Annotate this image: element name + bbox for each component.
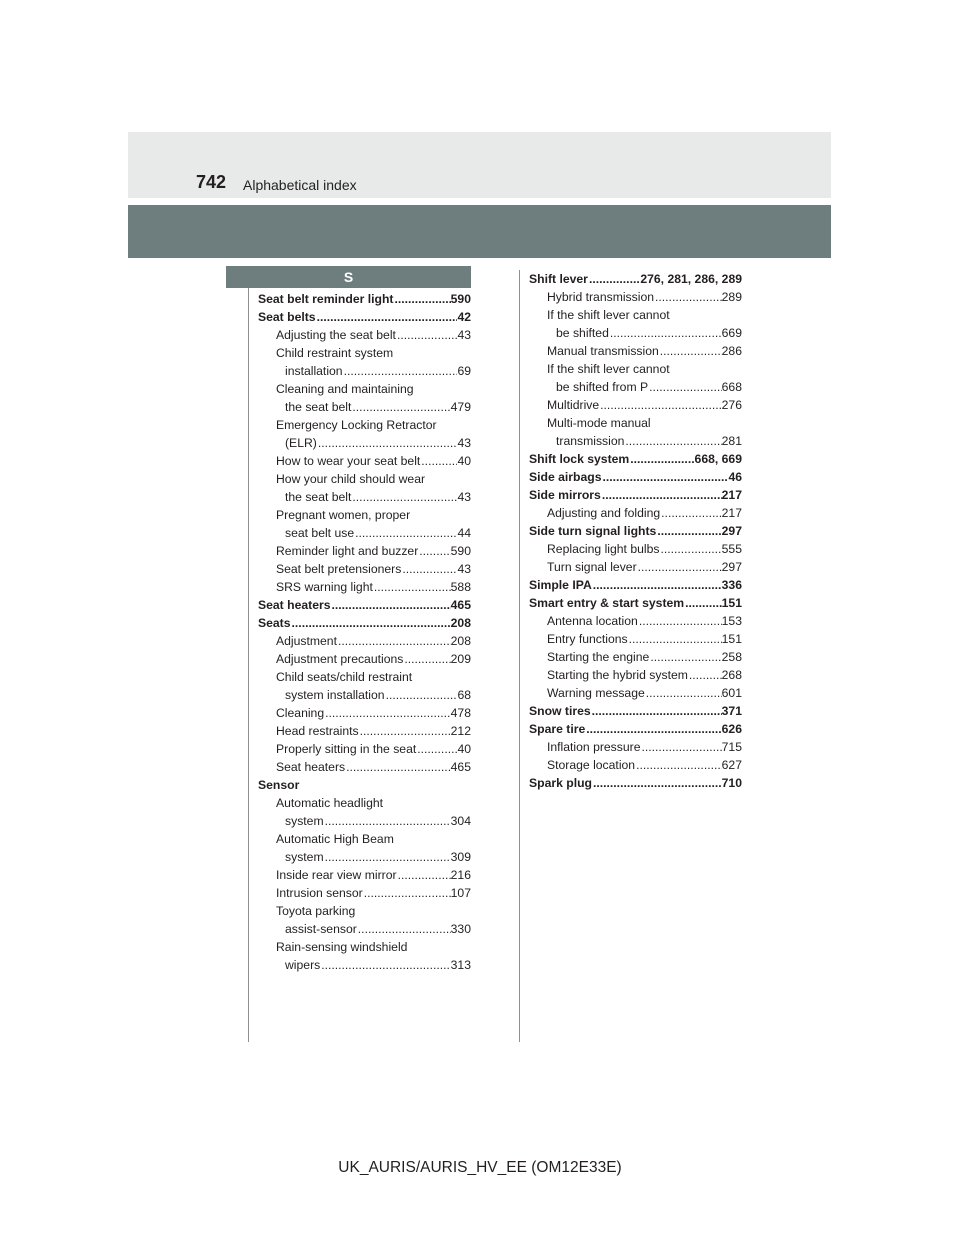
index-entry	[258, 866, 471, 884]
index-entry	[258, 344, 471, 362]
index-entry	[258, 524, 471, 542]
page-reference: 153	[721, 614, 742, 628]
index-entry	[258, 758, 471, 776]
dot-leader	[588, 270, 640, 288]
index-entry	[529, 450, 742, 468]
index-entry	[529, 774, 742, 792]
index-term: Automatic headlight	[276, 796, 384, 810]
index-term: Inflation pressure	[547, 740, 641, 754]
page-reference: 276	[721, 398, 742, 412]
page-reference: 43	[457, 436, 471, 450]
page-reference: 289	[721, 290, 742, 304]
index-term: (ELR)	[285, 436, 317, 450]
index-entry	[258, 560, 471, 578]
index-entry	[258, 794, 471, 812]
page-reference: 336	[721, 578, 742, 592]
dot-leader	[592, 576, 722, 594]
page-reference: 281	[721, 434, 742, 448]
page-reference: 590	[450, 292, 471, 306]
dot-leader	[659, 342, 722, 360]
page-reference: 309	[450, 850, 471, 864]
index-term: Seat belt pretensioners	[276, 562, 402, 576]
index-term: Seat heaters	[276, 760, 346, 774]
page-reference: 715	[721, 740, 742, 754]
page-reference: 465	[450, 760, 471, 774]
index-term: Snow tires	[529, 704, 591, 718]
page-reference: 209	[450, 652, 471, 666]
dot-leader	[416, 740, 457, 758]
index-letter-tab: S	[226, 266, 471, 288]
page-reference: 479	[450, 400, 471, 414]
index-term: Cleaning	[276, 706, 325, 720]
page-reference: 626	[721, 722, 742, 736]
index-entry	[258, 812, 471, 830]
dot-leader	[324, 812, 451, 830]
index-term: Storage location	[547, 758, 636, 772]
dot-leader	[609, 324, 722, 342]
index-term: installation	[285, 364, 343, 378]
dot-leader	[635, 756, 722, 774]
index-entry	[258, 452, 471, 470]
index-entry	[258, 578, 471, 596]
dot-leader	[403, 650, 450, 668]
index-term: Cleaning and maintaining	[276, 382, 414, 396]
index-entry	[529, 504, 742, 522]
dot-leader	[359, 722, 451, 740]
page-reference: 371	[721, 704, 742, 718]
index-entry	[258, 938, 471, 956]
index-term: Multidrive	[547, 398, 600, 412]
dot-leader	[660, 504, 721, 522]
index-entry	[258, 704, 471, 722]
page-reference: 276, 281, 286, 289	[640, 272, 742, 286]
index-entry	[529, 396, 742, 414]
page-reference: 208	[450, 616, 471, 630]
dot-leader	[601, 468, 728, 486]
index-entry	[258, 362, 471, 380]
index-entry	[258, 740, 471, 758]
header-dark-band	[128, 205, 831, 258]
index-term: Side airbags	[529, 470, 602, 484]
dot-leader	[648, 378, 722, 396]
index-entry	[529, 270, 742, 288]
index-term: Turn signal lever	[547, 560, 637, 574]
index-entry	[529, 594, 742, 612]
page-reference: 669	[721, 326, 742, 340]
dot-leader	[393, 290, 450, 308]
index-entry	[529, 522, 742, 540]
index-entry	[258, 470, 471, 488]
index-term: Manual transmission	[547, 344, 659, 358]
page-reference: 217	[721, 488, 742, 502]
dot-leader	[331, 596, 451, 614]
index-term: assist-sensor	[285, 922, 357, 936]
index-term: If the shift lever cannot	[547, 308, 670, 322]
page-reference: 601	[721, 686, 742, 700]
page-reference: 43	[457, 328, 471, 342]
index-term: Spare tire	[529, 722, 586, 736]
index-term: If the shift lever cannot	[547, 362, 670, 376]
dot-leader	[351, 488, 457, 506]
page-reference: 555	[721, 542, 742, 556]
page-reference: 588	[450, 580, 471, 594]
index-term: wipers	[285, 958, 321, 972]
dot-leader	[397, 866, 451, 884]
index-term: Side mirrors	[529, 488, 601, 502]
index-entry	[258, 614, 471, 632]
index-entry	[258, 308, 471, 326]
page-reference: 627	[721, 758, 742, 772]
index-entry	[258, 596, 471, 614]
dot-leader	[638, 612, 722, 630]
index-entry	[529, 360, 742, 378]
index-term: Intrusion sensor	[276, 886, 363, 900]
dot-leader	[624, 432, 721, 450]
dot-leader	[324, 848, 451, 866]
page-reference: 151	[721, 632, 742, 646]
dot-leader	[373, 578, 451, 596]
index-term: Properly sitting in the seat	[276, 742, 417, 756]
dot-leader	[688, 666, 722, 684]
index-term: Toyota parking	[276, 904, 356, 918]
index-term: Seat belts	[258, 310, 316, 324]
index-term: Replacing light bulbs	[547, 542, 660, 556]
index-term: Shift lock system	[529, 452, 630, 466]
index-entry	[258, 830, 471, 848]
index-entry	[258, 848, 471, 866]
dot-leader	[654, 288, 722, 306]
dot-leader	[385, 686, 458, 704]
page-reference: 42	[457, 310, 471, 324]
index-entry	[529, 540, 742, 558]
page-reference: 313	[450, 958, 471, 972]
index-term: the seat belt	[285, 490, 352, 504]
dot-leader	[591, 702, 722, 720]
index-term: Seat heaters	[258, 598, 331, 612]
index-column-left	[258, 290, 471, 974]
page-reference: 668	[721, 380, 742, 394]
index-term: seat belt use	[285, 526, 355, 540]
index-term: Head restraints	[276, 724, 359, 738]
index-term: Hybrid transmission	[547, 290, 655, 304]
dot-leader	[401, 560, 457, 578]
dot-leader	[345, 758, 451, 776]
index-term: system	[285, 814, 324, 828]
dot-leader	[420, 452, 457, 470]
page-reference: 44	[457, 526, 471, 540]
index-term: be shifted	[556, 326, 609, 340]
index-entry	[529, 306, 742, 324]
index-term: Multi-mode manual	[547, 416, 651, 430]
dot-leader	[599, 396, 722, 414]
index-term: Adjusting and folding	[547, 506, 661, 520]
dot-leader	[291, 614, 451, 632]
index-term: transmission	[556, 434, 625, 448]
index-entry	[529, 756, 742, 774]
index-term: Warning message	[547, 686, 645, 700]
index-entry	[258, 956, 471, 974]
page-reference: 46	[728, 470, 742, 484]
index-entry	[529, 702, 742, 720]
index-term: Spark plug	[529, 776, 592, 790]
index-column-right	[529, 270, 742, 792]
dot-leader	[354, 524, 457, 542]
page-reference: 40	[457, 454, 471, 468]
dot-leader	[585, 720, 721, 738]
document-code: UK_AURIS/AURIS_HV_EE (OM12E33E)	[338, 1159, 622, 1176]
index-entry	[258, 920, 471, 938]
index-entry	[529, 468, 742, 486]
page-reference: 297	[721, 524, 742, 538]
page-reference: 68	[457, 688, 471, 702]
index-term: Simple IPA	[529, 578, 592, 592]
index-entry	[258, 776, 471, 794]
page-reference: 208	[450, 634, 471, 648]
dot-leader	[628, 630, 722, 648]
index-term: Emergency Locking Retractor	[276, 418, 437, 432]
dot-leader	[317, 434, 458, 452]
page-reference: 710	[721, 776, 742, 790]
page-reference: 216	[450, 868, 471, 882]
index-entry	[529, 558, 742, 576]
index-entry	[258, 722, 471, 740]
dot-leader	[629, 450, 694, 468]
page-reference: 478	[450, 706, 471, 720]
page-reference: 217	[721, 506, 742, 520]
left-column-rule	[248, 288, 249, 1042]
index-term: system installation	[285, 688, 385, 702]
index-entry	[529, 324, 742, 342]
page-reference: 43	[457, 490, 471, 504]
right-column-rule	[519, 270, 520, 1042]
page-reference: 151	[721, 596, 742, 610]
index-term: Child seats/child restraint	[276, 670, 413, 684]
index-term: Entry functions	[547, 632, 628, 646]
index-entry	[258, 434, 471, 452]
index-term: Seat belt reminder light	[258, 292, 394, 306]
index-entry	[258, 668, 471, 686]
page-reference: 304	[450, 814, 471, 828]
page-reference: 43	[457, 562, 471, 576]
index-entry	[258, 542, 471, 560]
index-entry	[258, 398, 471, 416]
index-entry	[258, 902, 471, 920]
dot-leader	[601, 486, 722, 504]
dot-leader	[337, 632, 451, 650]
dot-leader	[637, 558, 722, 576]
page-reference: 668, 669	[694, 452, 742, 466]
page-reference: 590	[450, 544, 471, 558]
header-band	[128, 132, 831, 198]
index-entry	[529, 612, 742, 630]
index-entry	[529, 342, 742, 360]
section-title: Alphabetical index	[243, 177, 357, 193]
dot-leader	[357, 920, 451, 938]
index-entry	[529, 288, 742, 306]
index-term: system	[285, 850, 324, 864]
index-term: Pregnant women, proper	[276, 508, 411, 522]
index-entry	[258, 632, 471, 650]
dot-leader	[641, 738, 722, 756]
page-reference: 212	[450, 724, 471, 738]
index-entry	[529, 720, 742, 738]
page-reference: 258	[721, 650, 742, 664]
index-entry	[258, 650, 471, 668]
index-entry	[529, 414, 742, 432]
dot-leader	[684, 594, 722, 612]
index-entry	[529, 486, 742, 504]
index-entry	[529, 738, 742, 756]
index-term: Adjusting the seat belt	[276, 328, 396, 342]
dot-leader	[418, 542, 450, 560]
dot-leader	[396, 326, 458, 344]
dot-leader	[351, 398, 450, 416]
index-term: Adjustment precautions	[276, 652, 404, 666]
index-entry	[529, 666, 742, 684]
index-entry	[529, 630, 742, 648]
dot-leader	[316, 308, 458, 326]
index-entry	[529, 648, 742, 666]
page-reference: 107	[450, 886, 471, 900]
dot-leader	[645, 684, 722, 702]
index-entry	[258, 290, 471, 308]
dot-leader	[649, 648, 721, 666]
dot-leader	[363, 884, 451, 902]
index-entry	[258, 380, 471, 398]
index-term: be shifted from P	[556, 380, 649, 394]
index-term: SRS warning light	[276, 580, 373, 594]
dot-leader	[324, 704, 451, 722]
index-term: How your child should wear	[276, 472, 426, 486]
index-term: Adjustment	[276, 634, 337, 648]
index-term: Automatic High Beam	[276, 832, 394, 846]
index-term: Child restraint system	[276, 346, 394, 360]
dot-leader	[320, 956, 450, 974]
index-term: Shift lever	[529, 272, 588, 286]
dot-leader	[659, 540, 721, 558]
index-term: Seats	[258, 616, 291, 630]
index-entry	[258, 686, 471, 704]
index-entry	[258, 506, 471, 524]
page-reference: 40	[457, 742, 471, 756]
index-entry	[529, 432, 742, 450]
page-reference: 286	[721, 344, 742, 358]
index-term: Starting the hybrid system	[547, 668, 688, 682]
index-term: Rain-sensing windshield	[276, 940, 408, 954]
index-term: Smart entry & start system	[529, 596, 685, 610]
index-term: the seat belt	[285, 400, 352, 414]
page-reference: 465	[450, 598, 471, 612]
index-term: Sensor	[258, 778, 300, 792]
index-term: Inside rear view mirror	[276, 868, 397, 882]
index-term: Side turn signal lights	[529, 524, 657, 538]
page-reference: 69	[457, 364, 471, 378]
index-entry	[258, 884, 471, 902]
index-term: How to wear your seat belt	[276, 454, 421, 468]
page-reference: 268	[721, 668, 742, 682]
page-number: 742	[196, 172, 227, 192]
index-entry	[529, 378, 742, 396]
index-entry	[258, 326, 471, 344]
dot-leader	[343, 362, 458, 380]
index-entry	[258, 488, 471, 506]
index-entry	[529, 684, 742, 702]
index-term: Antenna location	[547, 614, 638, 628]
page-reference: 297	[721, 560, 742, 574]
index-term: Starting the engine	[547, 650, 650, 664]
index-term: Reminder light and buzzer	[276, 544, 419, 558]
dot-leader	[656, 522, 721, 540]
dot-leader	[592, 774, 722, 792]
page-reference: 330	[450, 922, 471, 936]
index-entry	[529, 576, 742, 594]
index-entry	[258, 416, 471, 434]
